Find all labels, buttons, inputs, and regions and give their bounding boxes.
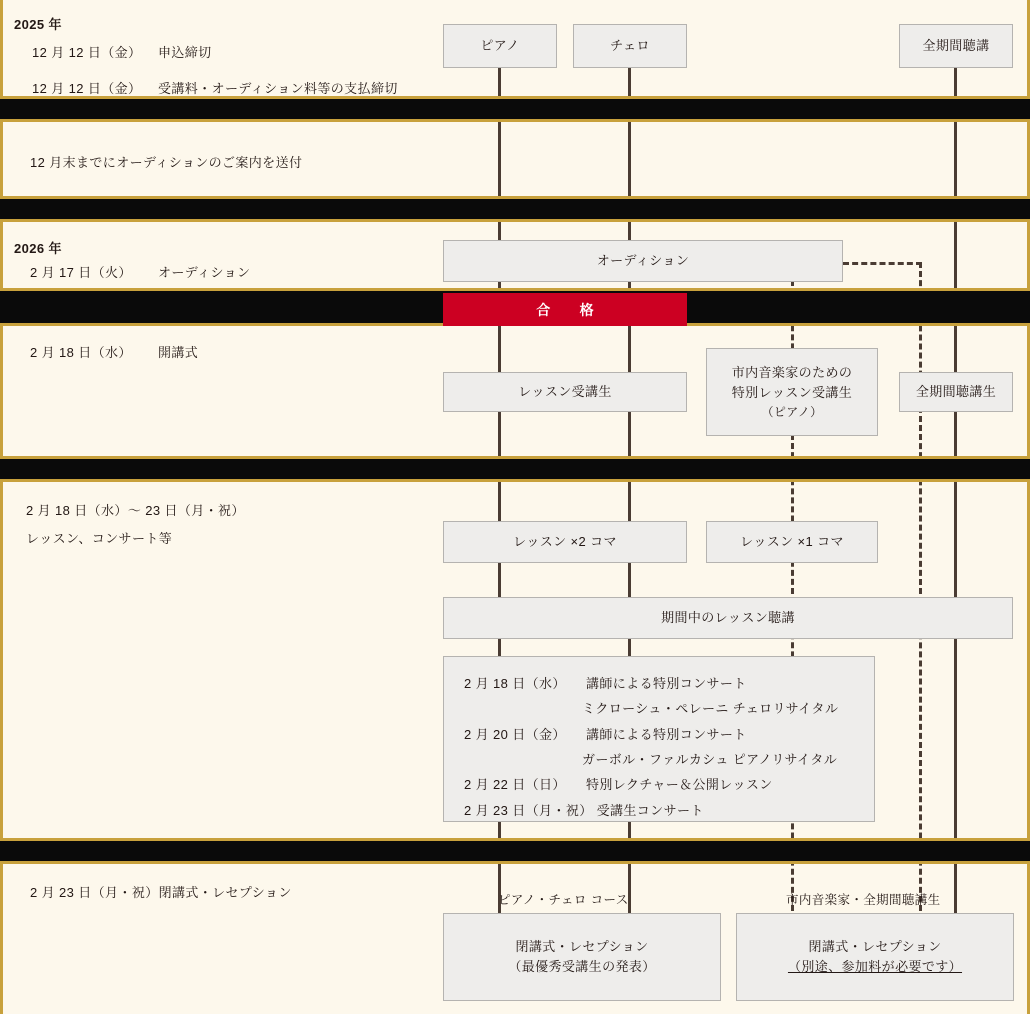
heading-2026: 2026 年 — [14, 241, 62, 256]
node-cello: チェロ — [573, 24, 687, 68]
event-row-2 — [464, 772, 773, 797]
row-2026-1-label: 開講式 — [158, 345, 199, 360]
heading-2025: 2025 年 — [14, 17, 62, 32]
node-piano: ピアノ — [443, 24, 557, 68]
event-1-date: 2 月 20 日（金） — [464, 726, 566, 742]
row-2025-1-label: 受講料・オーディション料等の支払締切 — [158, 81, 398, 96]
row-2025-1-date: 12 月 12 日（金） — [32, 81, 142, 96]
row-2026-0-date: 2 月 17 日（火） — [30, 265, 132, 280]
node-closing-ceremony-left — [443, 913, 721, 1001]
special-lesson-line-3: （ピアノ） — [761, 404, 823, 419]
event-row-1 — [464, 722, 747, 747]
event-1-label: 講師による特別コンサート — [586, 726, 747, 742]
flow-line-audition-branch-h — [843, 262, 922, 265]
event-1-sub: ガーボル・ファルカシュ ピアノリサイタル — [582, 752, 838, 768]
closing-right-line-2: （別途、参加料が必要です） — [787, 959, 963, 974]
node-lesson-x1: レッスン ×1 コマ — [706, 521, 878, 563]
event-2-date: 2 月 22 日（日） — [464, 777, 566, 793]
node-event-list — [443, 656, 875, 822]
divider-band-1 — [0, 96, 1030, 122]
node-full-audit: 全期間聴講 — [899, 24, 1013, 68]
period-line-1: 2 月 18 日（水）〜 23 日（月・祝） — [26, 503, 245, 518]
special-lesson-line-2: 特別レッスン受講生 — [731, 384, 853, 400]
closing-date-label: 2 月 23 日（月・祝）閉講式・レセプション — [30, 885, 292, 900]
event-0-sub: ミクローシュ・ペレーニ チェロリサイタル — [582, 701, 839, 717]
closing-right-line-1: 閉講式・レセプション — [808, 938, 942, 954]
event-0-label: 講師による特別コンサート — [586, 676, 747, 691]
flow-line-full-audit — [954, 60, 957, 920]
row-2025-0-date: 12 月 12 日（金） — [32, 45, 142, 60]
special-lesson-line-1: 市内音楽家のための — [731, 364, 853, 380]
row-2026-1-date: 2 月 18 日（水） — [30, 345, 132, 360]
row-2025-0-label: 申込締切 — [158, 45, 212, 60]
flow-line-audition-branch — [919, 262, 922, 920]
node-lesson-student: レッスン受講生 — [443, 372, 687, 412]
event-3-date: 2 月 23 日（月・祝） — [464, 802, 593, 818]
event-row-0 — [464, 671, 747, 696]
period-line-2: レッスン、コンサート等 — [26, 531, 173, 546]
closing-left-line-1: 閉講式・レセプション — [515, 938, 649, 954]
event-2-label: 特別レクチャー＆公開レッスン — [586, 777, 773, 793]
caption-piano-cello-course: ピアノ・チェロ コース — [498, 893, 629, 907]
node-full-audit-student: 全期間聴講生 — [899, 372, 1013, 412]
divider-band-4 — [0, 456, 1030, 482]
event-row-3 — [464, 798, 704, 823]
divider-band-2 — [0, 196, 1030, 222]
event-0-date: 2 月 18 日（水） — [464, 676, 566, 691]
node-lesson-x2: レッスン ×2 コマ — [443, 521, 687, 563]
node-pass: 合 格 — [443, 293, 687, 326]
caption-local-musicians: 市内音楽家・全期間聴講生 — [786, 893, 941, 907]
event-3-label: 受講生コンサート — [596, 802, 704, 818]
notice-text: 12 月末までにオーディションのご案内を送付 — [30, 155, 303, 170]
node-listen-during-period: 期間中のレッスン聴講 — [443, 597, 1013, 639]
row-2026-0-label: オーディション — [158, 265, 251, 280]
node-special-lesson-student — [706, 348, 878, 436]
divider-band-5 — [0, 838, 1030, 864]
node-closing-ceremony-right — [736, 913, 1014, 1001]
node-audition: オーディション — [443, 240, 843, 282]
closing-left-line-2: （最優秀受講生の発表） — [508, 959, 656, 974]
